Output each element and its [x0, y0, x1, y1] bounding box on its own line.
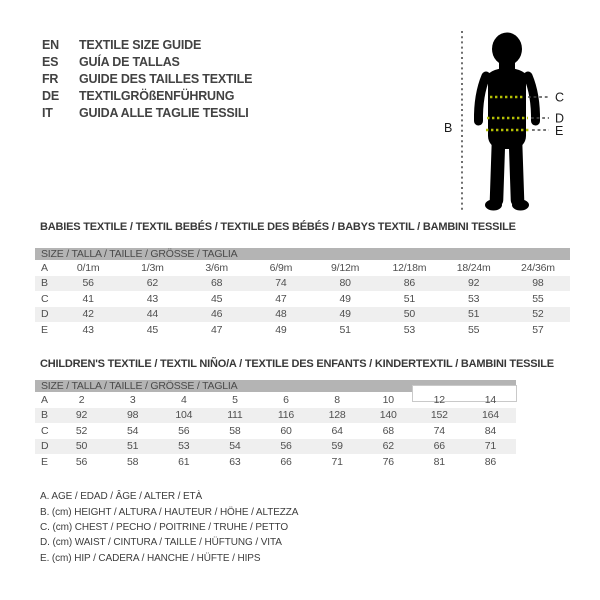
table-cell: 152	[430, 409, 448, 422]
table-cell: 1/3m	[141, 261, 164, 274]
table-cell: 10	[382, 393, 394, 406]
table-cell: 61	[178, 455, 190, 468]
table-cell: 104	[175, 409, 193, 422]
table-cell: 68	[382, 424, 394, 437]
row-letter: A	[41, 261, 48, 274]
table-cell: 74	[275, 277, 287, 290]
language-code: EN	[42, 37, 59, 52]
table-cell: 71	[484, 440, 497, 453]
babies-table-body	[35, 260, 570, 338]
table-cell: 5	[232, 393, 238, 406]
table-cell: 53	[467, 292, 480, 305]
table-row	[35, 260, 570, 276]
table-cell: 44	[146, 308, 159, 321]
table-cell: 12	[433, 393, 445, 406]
table-cell: 51	[339, 323, 351, 336]
babies-table	[35, 248, 570, 338]
legend-line: D. (cm) WAIST / CINTURA / TAILLE / HÜFTUNG / VITA	[40, 537, 282, 549]
height-label: B	[444, 121, 453, 135]
babies-table-header: SIZE / TALLA / TAILLE / GRÖSSE / TAGLIA	[35, 248, 570, 260]
table-row	[35, 307, 570, 323]
child-silhouette-figure	[440, 15, 585, 220]
table-cell: 51	[467, 308, 480, 321]
table-cell: 49	[275, 323, 287, 336]
language-label: TEXTILGRÖßENFÜHRUNG	[79, 88, 235, 103]
table-cell: 98	[127, 409, 139, 422]
table-cell: 84	[484, 424, 497, 437]
table-cell: 51	[403, 292, 416, 305]
table-cell: 52	[532, 308, 544, 321]
table-cell: 74	[433, 424, 445, 437]
language-row	[42, 36, 252, 53]
language-code: DE	[42, 88, 59, 103]
child-figure	[440, 15, 585, 220]
table-cell: 6/9m	[269, 261, 293, 274]
table-cell: 54	[127, 424, 139, 437]
children-table	[35, 380, 516, 470]
table-cell: 9/12m	[331, 261, 360, 274]
table-cell: 42	[82, 308, 94, 321]
table-cell: 128	[328, 409, 346, 422]
table-cell: 164	[481, 409, 499, 422]
row-letter: E	[41, 455, 48, 468]
children-table-header: SIZE / TALLA / TAILLE / GRÖSSE / TAGLIA	[35, 380, 516, 392]
table-cell: 41	[82, 292, 94, 305]
table-cell: 66	[280, 455, 292, 468]
table-cell: 18/24m	[456, 261, 491, 274]
table-cell: 43	[82, 323, 94, 336]
language-label: GUIDA ALLE TAGLIE TESSILI	[79, 105, 249, 120]
children-table-body	[35, 392, 516, 470]
table-cell: 3	[129, 393, 136, 406]
table-cell: 0/1m	[76, 261, 100, 274]
table-cell: 68	[210, 277, 223, 290]
row-letter: C	[41, 292, 49, 305]
table-cell: 3/6m	[205, 261, 228, 274]
table-cell: 92	[467, 277, 480, 290]
table-cell: 57	[532, 323, 544, 336]
babies-table-title: BABIES TEXTILE / TEXTIL BEBÉS / TEXTILE DES BÉBÉS / BABYS TEXTIL / BAMBINI TESSILE	[40, 221, 516, 233]
legend-line: E. (cm) HIP / CADERA / HANCHE / HÜFTE / HIPS	[40, 552, 261, 564]
table-cell: 43	[146, 292, 159, 305]
table-cell: 92	[75, 409, 88, 422]
row-letter: E	[41, 323, 48, 336]
row-letter: C	[41, 424, 49, 437]
table-cell: 53	[403, 323, 416, 336]
table-cell: 46	[210, 308, 223, 321]
table-cell: 63	[229, 455, 241, 468]
table-cell: 51	[127, 440, 139, 453]
table-row	[35, 276, 570, 292]
table-row	[35, 322, 570, 338]
table-cell: 111	[227, 409, 243, 422]
table-cell: 52	[75, 424, 88, 437]
table-cell: 47	[210, 323, 223, 336]
language-code: ES	[42, 54, 59, 69]
table-cell: 98	[532, 277, 544, 290]
table-cell: 8	[334, 393, 340, 406]
row-letter: B	[41, 409, 48, 422]
table-cell: 49	[339, 292, 351, 305]
table-cell: 54	[229, 440, 241, 453]
language-row	[42, 104, 252, 121]
table-cell: 56	[75, 455, 88, 468]
language-row	[42, 70, 252, 87]
waist-label: D	[555, 111, 565, 126]
table-cell: 50	[403, 308, 416, 321]
table-row	[35, 291, 570, 307]
table-cell: 56	[280, 440, 292, 453]
table-cell: 76	[382, 455, 394, 468]
row-letter: A	[41, 393, 48, 406]
table-row	[35, 439, 516, 455]
table-row	[35, 392, 516, 408]
table-cell: 62	[146, 277, 159, 290]
language-code: IT	[42, 105, 53, 120]
table-cell: 86	[403, 277, 416, 290]
table-cell: 6	[283, 393, 289, 406]
table-cell: 60	[280, 424, 292, 437]
language-list	[42, 36, 252, 121]
table-cell: 56	[178, 424, 190, 437]
table-cell: 59	[331, 440, 343, 453]
language-label: GUIDE DES TAILLES TEXTILE	[79, 71, 253, 86]
table-cell: 48	[275, 308, 287, 321]
row-letter: B	[41, 277, 48, 290]
table-cell: 64	[331, 424, 343, 437]
table-cell: 50	[75, 440, 88, 453]
chest-label: C	[555, 90, 565, 105]
table-cell: 55	[532, 292, 544, 305]
legend-line: A. AGE / EDAD / ÂGE / ALTER / ETÀ	[40, 491, 203, 503]
hip-label: E	[555, 124, 564, 138]
row-letter: D	[41, 308, 49, 321]
table-cell: 66	[433, 440, 445, 453]
language-code: FR	[42, 71, 59, 86]
legend-line: B. (cm) HEIGHT / ALTURA / HAUTEUR / HÖHE / ALTEZZA	[40, 506, 299, 518]
table-row	[35, 454, 516, 470]
table-cell: 45	[146, 323, 159, 336]
legend-line: C. (cm) CHEST / PECHO / POITRINE / TRUHE / PETTO	[40, 521, 289, 533]
table-cell: 62	[382, 440, 394, 453]
row-letter: D	[41, 440, 49, 453]
child-silhouette	[478, 33, 535, 211]
table-cell: 4	[180, 393, 187, 406]
table-cell: 56	[82, 277, 94, 290]
measurement-legend	[40, 489, 298, 566]
table-cell: 47	[275, 292, 287, 305]
language-label: TEXTILE SIZE GUIDE	[79, 37, 202, 52]
table-row	[35, 423, 516, 439]
table-cell: 14	[484, 393, 497, 406]
table-cell: 58	[229, 424, 241, 437]
language-row	[42, 87, 252, 104]
language-label: GUÍA DE TALLAS	[79, 54, 180, 69]
table-cell: 49	[339, 308, 351, 321]
language-row	[42, 53, 252, 70]
table-cell: 81	[433, 455, 445, 468]
table-cell: 45	[210, 292, 223, 305]
table-cell: 55	[467, 323, 480, 336]
table-cell: 58	[127, 455, 139, 468]
table-cell: 53	[178, 440, 190, 453]
children-table-title: CHILDREN'S TEXTILE / TEXTIL NIÑO/A / TEXTILE DES ENFANTS / KINDERTEXTIL / BAMBINI TESSILE	[40, 358, 554, 370]
table-row	[35, 408, 516, 424]
table-cell: 71	[331, 455, 343, 468]
table-cell: 86	[484, 455, 497, 468]
table-cell: 80	[339, 277, 351, 290]
table-cell: 140	[379, 409, 397, 422]
table-cell: 2	[78, 393, 85, 406]
table-cell: 12/18m	[392, 261, 427, 274]
table-cell: 24/36m	[520, 261, 555, 274]
table-cell: 116	[277, 409, 295, 422]
